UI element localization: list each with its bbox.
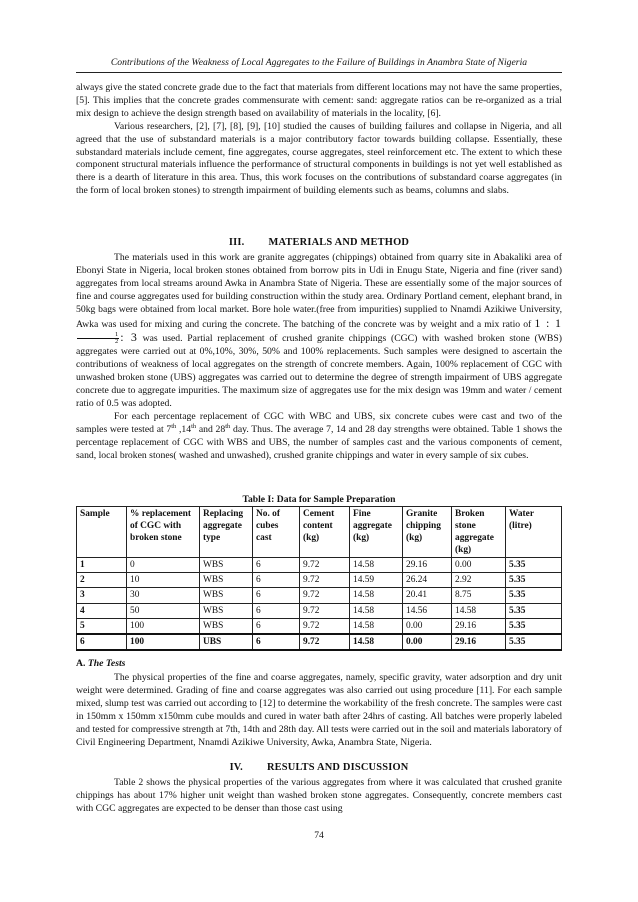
table-cell: UBS (200, 634, 253, 650)
table-cell: 29.16 (452, 634, 506, 650)
section-4-heading (76, 762, 562, 773)
table-cell: 6 (253, 618, 300, 634)
table-cell: 4 (77, 603, 127, 618)
materials-paragraph-1 (76, 252, 562, 411)
results-text (76, 777, 562, 816)
fraction-numerator: 1 (115, 331, 120, 339)
materials-text-f: day. Thus. The average 7, 14 and 28 day strengths were obtained. Table 1 shows the percentage replacement of CGC with WBS and UBS, the number of samples cast and the various components of cement, sand, local broken stones( washed and unwashed), crushed granite chippings and water in every sample of six cubes. (76, 423, 563, 461)
materials-text-c: For each percentage replacement of CGC with WBC and UBS, six concrete cubes were cast and two of the samples were tested at 7 (76, 410, 562, 435)
section-4-number: IV. (229, 762, 243, 773)
table-cell: 3 (77, 588, 127, 603)
table-cell: 8.75 (452, 588, 506, 603)
table-header-cell: Water (litre) (506, 507, 562, 558)
table-cell: 100 (127, 618, 200, 634)
table-header-cell: Fine aggregate (kg) (350, 507, 403, 558)
table-row (77, 558, 562, 573)
table-cell: 6 (253, 603, 300, 618)
table-cell: 100 (127, 634, 200, 650)
table-row (77, 588, 562, 603)
table-cell: WBS (200, 618, 253, 634)
table-cell: 10 (127, 573, 200, 588)
table-header-cell: Replacing aggregate type (200, 507, 253, 558)
table-cell: 2 (77, 573, 127, 588)
table-cell: 9.72 (300, 618, 350, 634)
table-row (77, 573, 562, 588)
table-cell: 9.72 (300, 634, 350, 650)
ordinal-sup-3: th (225, 422, 231, 430)
table-header-row (77, 507, 562, 558)
table-cell: 9.72 (300, 558, 350, 573)
materials-text-e: and 28 (196, 423, 226, 435)
table-cell: 14.58 (350, 618, 403, 634)
results-paragraph: Table 2 shows the physical properties of the various aggregates from where it was calculated that crushed granite chippings has about 17% higher unit weight than washed broken stone aggregates. Consequently, concrete members cast with CGC aggregates are expected to be denser than those cast using (76, 777, 562, 814)
tests-title: The Tests (87, 658, 126, 669)
table-cell: 14.58 (452, 603, 506, 618)
table-cell: 50 (127, 603, 200, 618)
table-cell: 6 (77, 634, 127, 650)
table-cell: 2.92 (452, 573, 506, 588)
materials-text-d: ,14 (176, 423, 192, 435)
table-header-cell: % replacement of CGC with broken stone (127, 507, 200, 558)
table-cell: 14.58 (350, 558, 403, 573)
table-cell: 26.24 (403, 573, 452, 588)
table-row (77, 634, 562, 650)
table-cell: 6 (253, 588, 300, 603)
table-cell: 20.41 (403, 588, 452, 603)
table-caption: Table I: Data for Sample Preparation (242, 494, 396, 505)
tests-paragraph: The physical properties of the fine and coarse aggregates, namely, specific gravity, water adsorption and dry unit weight were determined. Grading of fine and coarse aggregates was also carried out using procedure [11]. For each sample mixed, slump test was carried out according to [12] to determine the workability of the fresh concrete. The samples were cast in 150mm x 150mm x150mm cube moulds and cured in water bath after 24hrs of casting. All batches were properly labeled and tested for compressive strength at 7th, 14th and 28th day. All tests were carried out in the soil and materials laboratory of Civil Engineering Department, Nnamdi Azikiwe University, Awka, Anambra State, Nigeria. (76, 672, 562, 748)
sample-preparation-table (76, 506, 562, 651)
intro-paragraph-1: always give the stated concrete grade due to the fact that materials from different locations may not have the same properties, [5]. This implies that the concrete grades commensurate with cement: sand: aggregate ratios can be re-organized as a trial mix design to achieve the design strength based on availability of materials in the locality, [6]. (76, 82, 562, 119)
fraction-denominator: 2 (77, 338, 119, 345)
header-rule (76, 72, 562, 73)
table-cell: 5.35 (506, 603, 562, 618)
table-header-cell: Cement content (kg) (300, 507, 350, 558)
materials-paragraph-2 (76, 411, 562, 463)
running-head: Contributions of the Weakness of Local Aggregates to the Failure of Buildings in Anambra State of Nigeria (110, 57, 528, 68)
section-4-title: RESULTS AND DISCUSSION (266, 762, 409, 773)
materials-text-b: was used. Partial replacement of crushed granite chippings (CGC) with washed broken stone (WBS) aggregates were carried out at 0%,10%, 30%, 50% and 100% replacements. Such samples were designed to ascertain the contributions of weakness of local aggregates on the strength of concrete members. Again, 100% replacement of CGC with unwashed broken stone (UBS) aggregates was carried out to determine the degree of strength impairment of UBS aggregate concrete due to aggregate impurities. The maximum size of aggregates use for the mix design was 19mm and water / cement ratio of 0.5 was adopted. (76, 333, 562, 409)
table-cell: 5.35 (506, 573, 562, 588)
table-cell: WBS (200, 558, 253, 573)
table-cell: 29.16 (452, 618, 506, 634)
mix-ratio-fraction (77, 332, 119, 345)
table-cell: 1 (77, 558, 127, 573)
materials-text-a: The materials used in this work are granite aggregates (chippings) obtained from quarry site in Abakaliki area of Ebonyi State in Nigeria, local broken stones obtained from borrow pits in Udi in Enugu State, Nigeria and fine (river sand) aggregates from local streams around Awka in Anambra State of Nigeria. These are essentially some of the major sources of fine and course aggregates used for building construction within the study area. Ordinary Portland cement, elephant brand, in 50kg bags were obtained from local market. Bore hole water.(free from impurities) supplied to Nnamdi Azikiwe University, Awka was used for mixing and curing the concrete. The batching of the concrete was by weight and a mix ratio of (76, 252, 562, 330)
table-header-cell: Granite chipping (kg) (403, 507, 452, 558)
table-cell: 14.58 (350, 634, 403, 650)
tests-letter: A. (76, 658, 86, 669)
table-cell: 14.59 (350, 573, 403, 588)
table-cell: 5.35 (506, 588, 562, 603)
section-3-title: MATERIALS AND METHOD (268, 237, 410, 248)
table-cell: 9.72 (300, 588, 350, 603)
table-cell: 5.35 (506, 558, 562, 573)
table-cell: WBS (200, 588, 253, 603)
table-cell: 5.35 (506, 634, 562, 650)
table-cell: 6 (253, 558, 300, 573)
intro-text (76, 82, 562, 198)
table-header-cell: Sample (77, 507, 127, 558)
section-3-heading (76, 237, 562, 248)
ordinal-sup-1: th (171, 422, 177, 430)
table-cell: 0.00 (452, 558, 506, 573)
table-cell: 0 (127, 558, 200, 573)
table-cell: WBS (200, 573, 253, 588)
table-header-cell: No. of cubes cast (253, 507, 300, 558)
table-cell: 6 (253, 573, 300, 588)
table-row (77, 603, 562, 618)
page-number: 74 (314, 830, 324, 841)
mix-ratio-right: : 3 (120, 330, 138, 345)
table-cell: 0.00 (403, 618, 452, 634)
mix-ratio-left: 1 : 1 (534, 315, 563, 330)
table-header-cell: Broken stone aggregate (kg) (452, 507, 506, 558)
table-cell: 5.35 (506, 618, 562, 634)
table-cell: 0.00 (403, 634, 452, 650)
table-cell: WBS (200, 603, 253, 618)
tests-subheading (76, 658, 125, 669)
table-cell: 14.58 (350, 603, 403, 618)
table-cell: 30 (127, 588, 200, 603)
table-cell: 14.56 (403, 603, 452, 618)
tests-text (76, 672, 562, 749)
table-cell: 6 (253, 634, 300, 650)
section-3-number: III. (228, 237, 245, 248)
intro-paragraph-2: Various researchers, [2], [7], [8], [9], [10] studied the causes of building failures and collapse in Nigeria, and all agreed that the use of substandard materials is a major contributory factor towards building collapse. Essentially, these substandard materials include cement, fine aggregates, course aggregates, steel reinforcement etc. The extent to which these component structural materials influence the performance of structural components in buildings is not yet well established as there is a dearth of literature in this area. Thus, this work focuses on the contributions of substandard coarse aggregates (in the form of local broken stones) to strength impairment of building elements such as beams, columns and slabs. (76, 120, 562, 197)
table-cell: 9.72 (300, 573, 350, 588)
table-cell: 29.16 (403, 558, 452, 573)
table-cell: 5 (77, 618, 127, 634)
table-cell: 14.58 (350, 588, 403, 603)
ordinal-sup-2: th (191, 422, 197, 430)
table-row (77, 618, 562, 634)
materials-text (76, 252, 562, 463)
table-cell: 9.72 (300, 603, 350, 618)
